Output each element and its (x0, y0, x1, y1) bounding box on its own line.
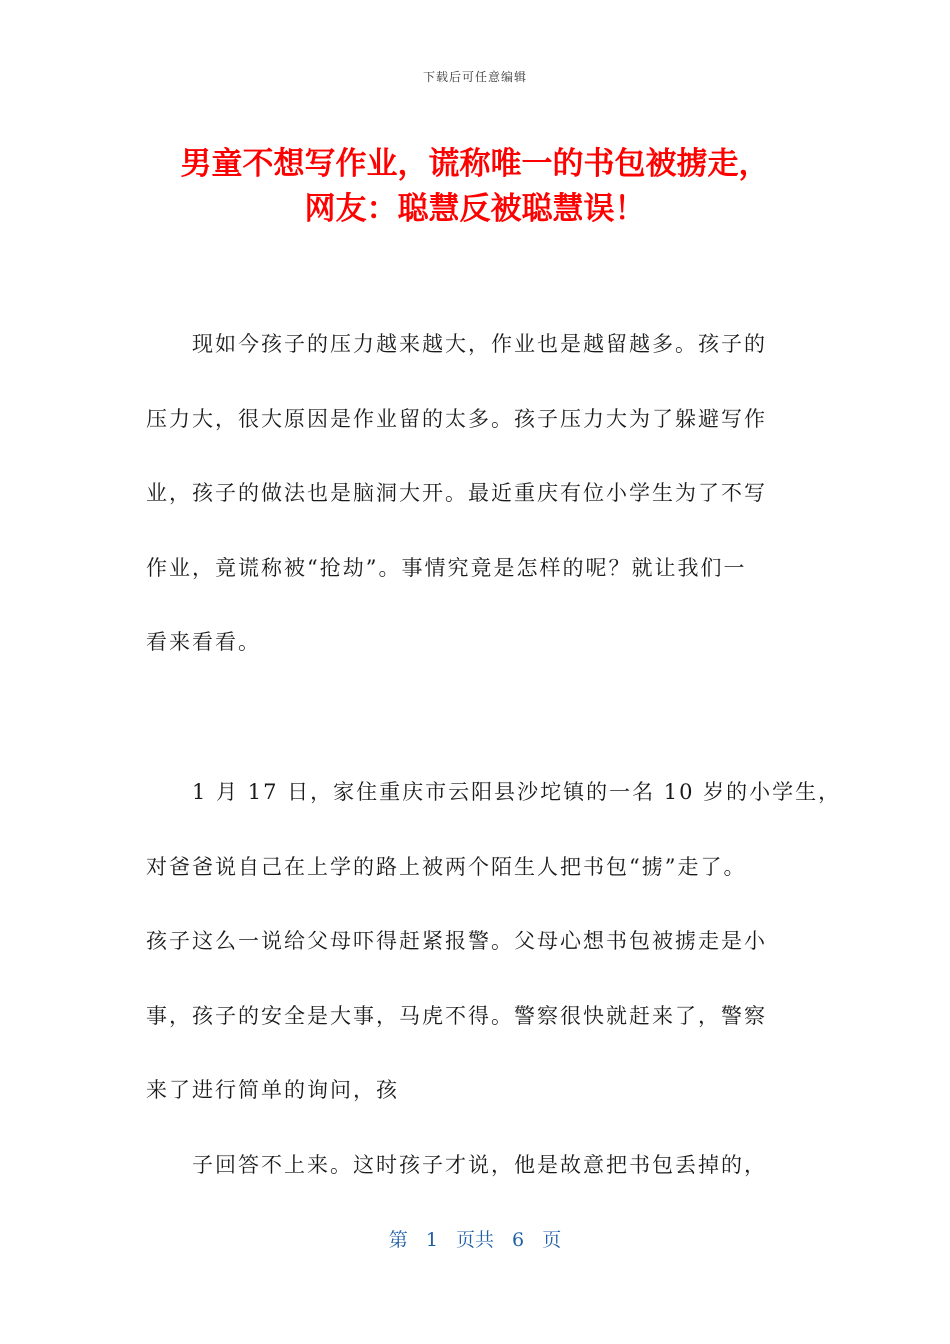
paragraph-3 (146, 1128, 806, 1203)
paragraph-line: 1 月 17 日，家住重庆市云阳县沙坨镇的一名 10 岁的小学生， (192, 780, 842, 804)
article-title (0, 142, 950, 232)
paragraph-1 (146, 307, 806, 680)
title-line-2: 网友：聪慧反被聪慧误！ (304, 191, 646, 227)
paragraph-line: 压力大，很大原因是作业留的太多。孩子压力大为了躲避写作 (146, 406, 767, 431)
footer-suffix: 页 (542, 1229, 562, 1251)
paragraph-line: 子回答不上来。这时孩子才说，他是故意把书包丢掉的， (192, 1153, 767, 1177)
footer-prefix: 第 (388, 1229, 408, 1251)
footer-middle: 页共 (455, 1229, 494, 1251)
footer-current-page: 1 (425, 1229, 438, 1251)
paragraph-2 (146, 755, 842, 1128)
paragraph-line: 对爸爸说自己在上学的路上被两个陌生人把书包“掳”走了。 (146, 854, 747, 879)
paragraph-line: 来了进行简单的询问，孩 (146, 1078, 399, 1102)
header-note: 下载后可任意编辑 (422, 70, 527, 84)
paragraph-line: 事，孩子的安全是大事，马虎不得。警察很快就赶来了，警察 (146, 1003, 767, 1028)
title-line-1: 男童不想写作业，谎称唯一的书包被掳走， (180, 146, 770, 182)
footer-total-pages: 6 (512, 1229, 525, 1251)
paragraph-line: 作业，竟谎称被“抢劫”。事情究竟是怎样的呢？就让我们一 (146, 555, 747, 580)
paragraph-line: 看来看看。 (146, 630, 261, 654)
paragraph-line: 孩子这么一说给父母吓得赶紧报警。父母心想书包被掳走是小 (146, 929, 767, 953)
paragraph-line: 现如今孩子的压力越来越大，作业也是越留越多。孩子的 (192, 332, 767, 356)
paragraph-line: 业，孩子的做法也是脑洞大开。最近重庆有位小学生为了不写 (146, 481, 767, 505)
page-footer (0, 1225, 950, 1252)
